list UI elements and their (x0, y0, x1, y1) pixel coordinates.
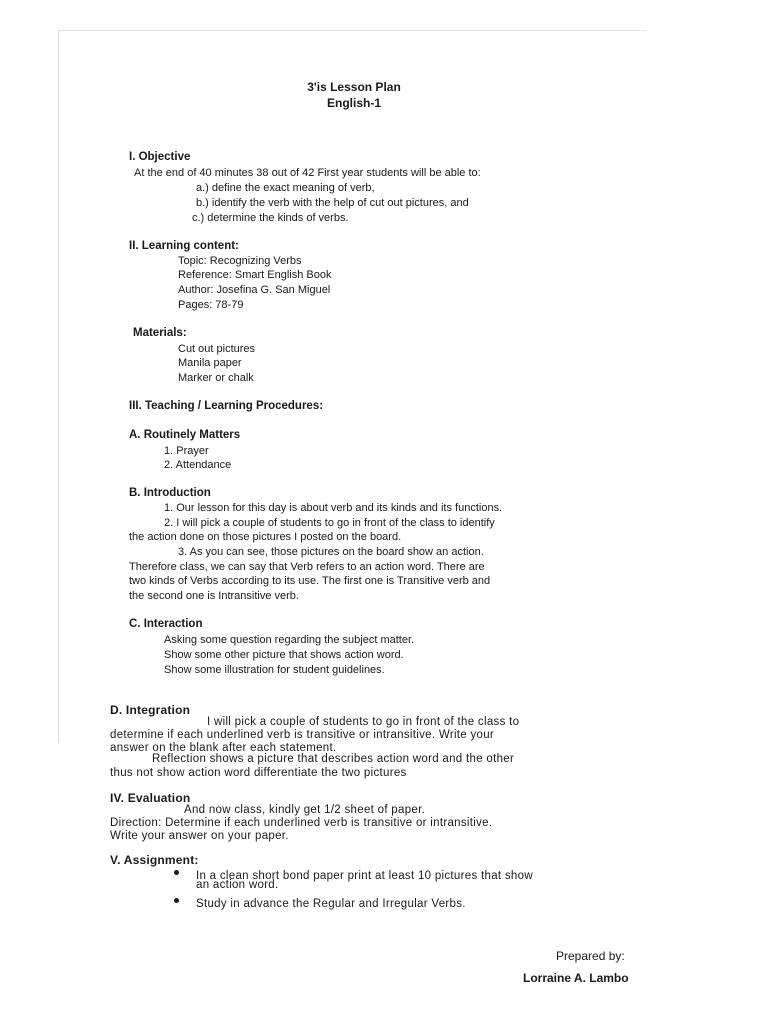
materials-heading: Materials: (133, 327, 187, 339)
evaluation-line: Write your answer on your paper. (110, 830, 289, 842)
interaction-heading: C. Interaction (129, 618, 203, 630)
introduction-line: two kinds of Verbs according to its use. The first one is Transitive verb and (129, 575, 491, 587)
routine-heading: A. Routinely Matters (129, 429, 241, 441)
objective-item: b.) identify the verb with the help of cut out pictures, and (196, 197, 469, 209)
interaction-line: Show some illustration for student guidelines. (164, 664, 385, 676)
evaluation-heading: IV. Evaluation (110, 791, 191, 805)
introduction-heading: B. Introduction (129, 487, 211, 499)
preparer-name: Lorraine A. Lambo (523, 971, 629, 985)
doc-title: 3'is Lesson Plan (307, 80, 401, 94)
content-line: Reference: Smart English Book (178, 269, 332, 281)
integration-line: Reflection shows a picture that describes action word and the other (152, 753, 515, 765)
integration-line: determine if each underlined verb is transitive or intransitive. Write your (110, 729, 495, 741)
introduction-line: 2. I will pick a couple of students to go in front of the class to identify (164, 517, 495, 529)
assignment-item-continued: an action word. (196, 879, 279, 891)
content-line: Topic: Recognizing Verbs (178, 255, 302, 267)
materials-item: Manila paper (178, 357, 242, 369)
content-heading: II. Learning content: (129, 240, 239, 252)
objective-heading: I. Objective (129, 151, 191, 163)
objective-item: a.) define the exact meaning of verb, (196, 182, 375, 194)
evaluation-line: Direction: Determine if each underlined verb is transitive or intransitive. (110, 817, 493, 829)
doc-subtitle: English-1 (326, 96, 381, 110)
evaluation-line: And now class, kindly get 1/2 sheet of paper. (184, 804, 426, 816)
introduction-line: Therefore class, we can say that Verb refers to an action word. There are (129, 561, 485, 573)
assignment-item (174, 894, 466, 912)
procedures-heading: III. Teaching / Learning Procedures: (129, 400, 324, 412)
integration-line: thus not show action word differentiate the two pictures (110, 767, 407, 779)
prepared-by-label: Prepared by: (556, 949, 625, 963)
content-line: Pages: 78-79 (178, 299, 244, 311)
introduction-line: 3. As you can see, those pictures on the board show an action. (178, 546, 484, 558)
objective-intro: At the end of 40 minutes 38 out of 42 First year students will be able to: (134, 167, 481, 179)
materials-item: Marker or chalk (178, 372, 254, 384)
content-line: Author: Josefina G. San Miguel (178, 284, 331, 296)
integration-line: I will pick a couple of students to go in front of the class to (207, 716, 520, 728)
integration-line: answer on the blank after each statement. (110, 742, 337, 754)
introduction-line: 1. Our lesson for this day is about verb and its kinds and its functions. (164, 502, 503, 514)
assignment-item-text: In a clean short bond paper print at least 10 pictures that show (196, 870, 533, 882)
routine-item: 1. Prayer (164, 445, 209, 457)
integration-heading: D. Integration (110, 703, 191, 717)
assignment-item-text: Study in advance the Regular and Irregular Verbs. (196, 898, 466, 910)
introduction-line: the second one is Intransitive verb. (129, 590, 299, 602)
materials-item: Cut out pictures (178, 343, 256, 355)
introduction-line: the action done on those pictures I posted on the board. (129, 531, 402, 543)
objective-item: c.) determine the kinds of verbs. (192, 212, 349, 224)
interaction-line: Asking some question regarding the subject matter. (164, 634, 415, 646)
routine-item: 2. Attendance (164, 459, 232, 471)
interaction-line: Show some other picture that shows action word. (164, 649, 404, 661)
bullet-icon (174, 898, 179, 903)
bullet-icon (174, 870, 179, 875)
assignment-heading: V. Assignment: (110, 853, 199, 867)
